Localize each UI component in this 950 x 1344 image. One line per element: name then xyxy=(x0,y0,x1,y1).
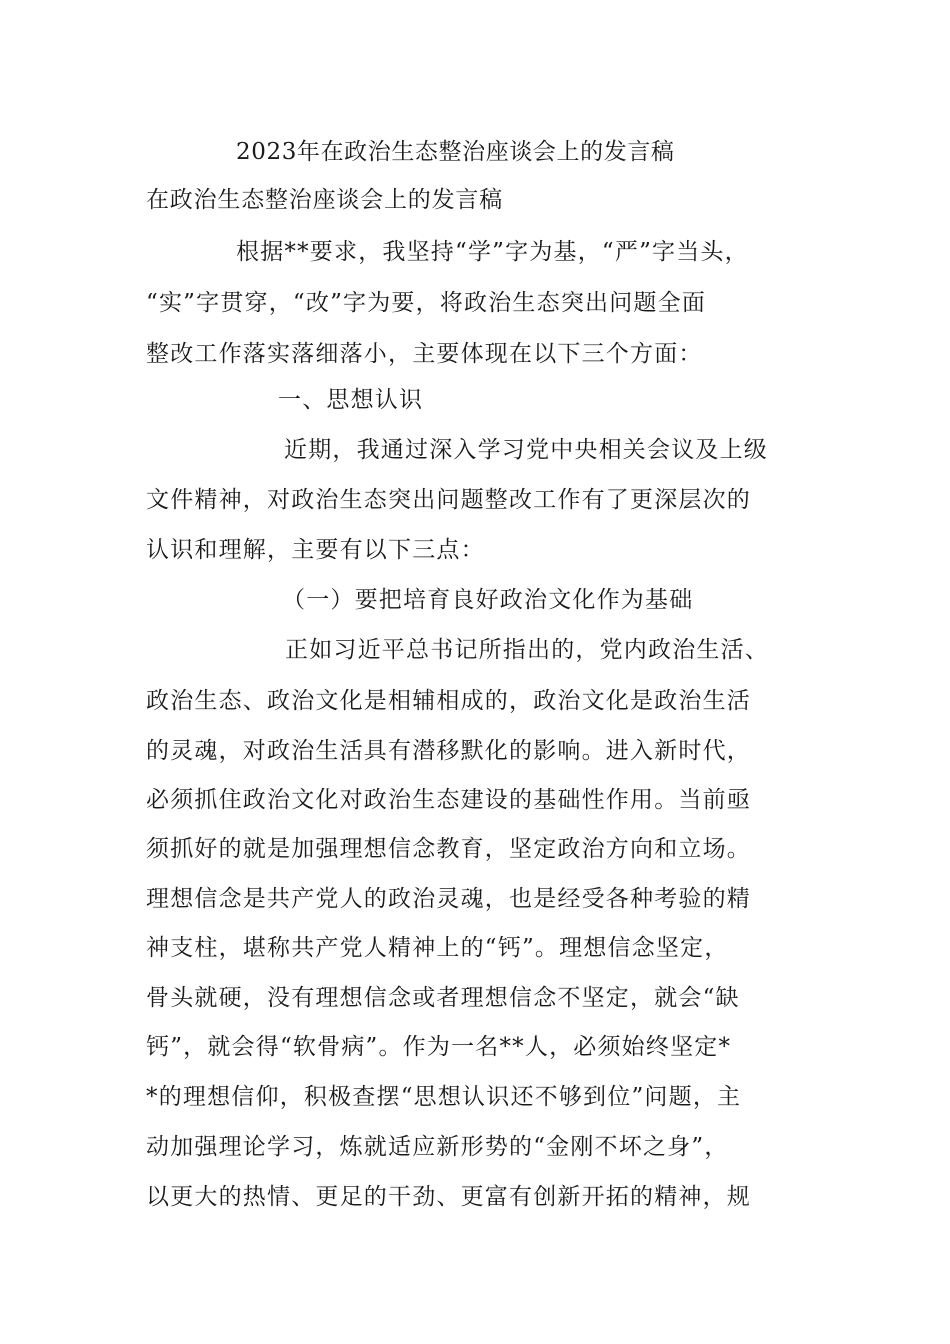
document-subtitle: 在政治生态整治座谈会上的发言稿 xyxy=(146,187,503,213)
text-line: 认识和理解，主要有以下三点： xyxy=(146,537,485,563)
document-title: 2023年在政治生态整治座谈会上的发言稿 xyxy=(236,139,675,165)
text-line: 理想信念是共产党人的政治灵魂，也是经受各种考验的精 xyxy=(146,886,751,912)
text-line: 须抓好的就是加强理想信念教育，坚定政治方向和立场。 xyxy=(146,836,751,862)
text-line: 必须抓住政治文化对政治生态建设的基础性作用。当前亟 xyxy=(146,787,751,813)
text-line: “实”字贯穿，“改”字为要，将政治生态突出问题全面 xyxy=(146,290,707,316)
text-line: 的灵魂，对政治生活具有潜移默化的影响。进入新时代， xyxy=(146,738,751,764)
text-line: 以更大的热情、更足的干劲、更富有创新开拓的精神，规 xyxy=(146,1184,751,1210)
text-line: 近期，我通过深入学习党中央相关会议及上级 xyxy=(284,437,768,463)
text-line: 根据**要求，我坚持“学”字为基，“严”字当头， xyxy=(236,239,749,265)
text-line: 动加强理论学习，炼就适应新形势的“金刚不坏之身”， xyxy=(146,1134,729,1160)
text-line: 文件精神，对政治生态突出问题整改工作有了更深层次的 xyxy=(146,487,751,513)
subsection-heading: （一）要把培育良好政治文化作为基础 xyxy=(282,587,694,613)
section-heading: 一、思想认识 xyxy=(278,387,424,413)
text-line: *的理想信仰，积极查摆“思想认识还不够到位”问题，主 xyxy=(146,1084,742,1110)
text-line: 神支柱，堪称共产党人精神上的“钙”。理想信念坚定， xyxy=(146,935,729,961)
text-line: 政治生态、政治文化是相辅相成的，政治文化是政治生活 xyxy=(146,688,751,714)
text-line: 骨头就硬，没有理想信念或者理想信念不坚定，就会“缺 xyxy=(146,985,740,1011)
text-line: 正如习近平总书记所指出的，党内政治生活、 xyxy=(285,637,769,663)
text-line: 钙”，就会得“软骨病”。作为一名**人，必须始终坚定* xyxy=(146,1034,732,1060)
text-line: 整改工作落实落细落小，主要体现在以下三个方面： xyxy=(146,341,703,367)
